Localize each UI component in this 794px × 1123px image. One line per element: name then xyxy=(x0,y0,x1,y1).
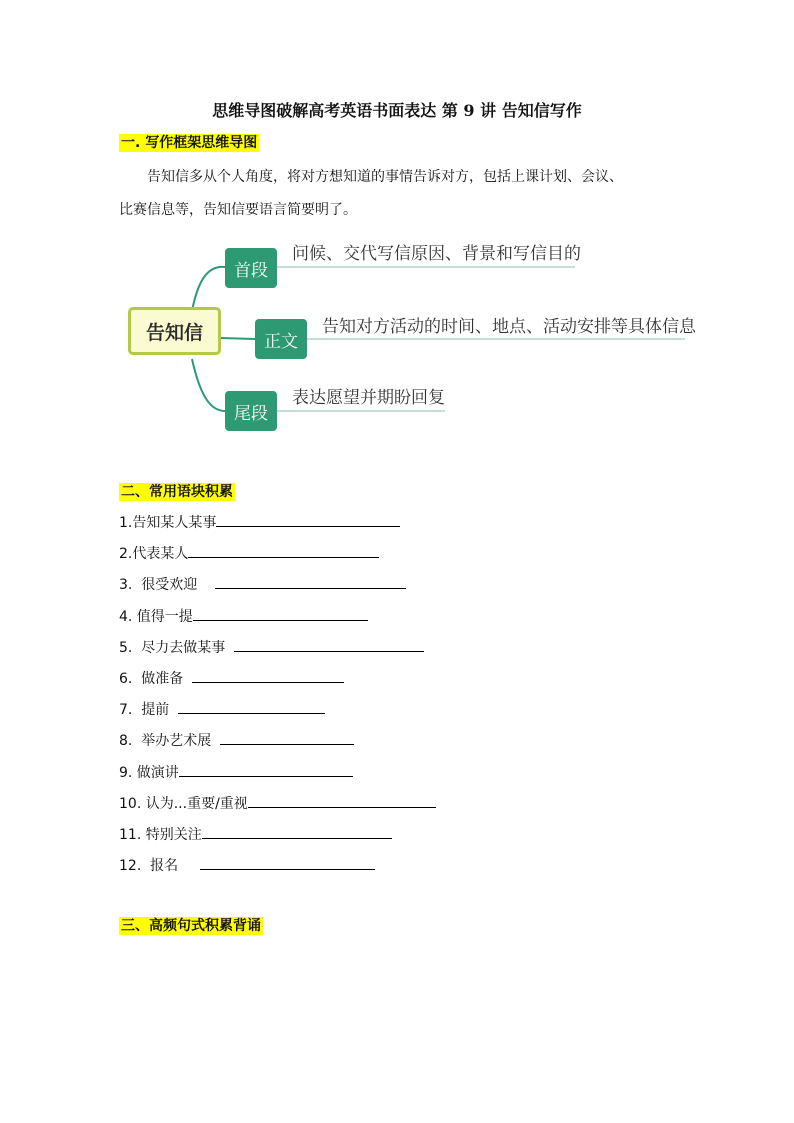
list-item xyxy=(119,668,436,699)
mind-map-center-node: 告知信 xyxy=(128,307,221,355)
phrase-label: 12. 报名 xyxy=(119,858,201,875)
intro-line-2: 比赛信息等，告知信要语言简要明了。 xyxy=(119,202,357,218)
branch-node-ending: 尾段 xyxy=(225,391,277,431)
list-item xyxy=(119,606,436,637)
section3-heading: 三、高频句式积累背诵 xyxy=(121,918,261,934)
document-title: 思维导图破解高考英语书面表达 第 9 讲 告知信写作 xyxy=(212,101,582,120)
answer-blank[interactable] xyxy=(248,793,436,808)
phrase-label: 4. 值得一提 xyxy=(119,608,193,625)
list-item xyxy=(119,512,436,543)
phrase-label: 2.代表某人 xyxy=(119,546,189,563)
branch-text-body: 告知对方活动的时间、地点、活动安排等具体信息 xyxy=(322,317,696,337)
answer-blank[interactable] xyxy=(220,730,354,745)
answer-blank[interactable] xyxy=(192,668,344,683)
intro-line-1: 告知信多从个人角度，将对方想知道的事情告诉对方，包括上课计划、会议、 xyxy=(147,169,623,185)
phrase-label: 11. 特别关注 xyxy=(119,826,202,843)
list-item xyxy=(119,824,436,855)
answer-blank[interactable] xyxy=(178,699,325,714)
phrase-label: 7. 提前 xyxy=(119,702,179,719)
list-item xyxy=(119,855,436,886)
phrase-label: 10. 认为...重要/重视 xyxy=(119,795,248,812)
phrase-label: 5. 尽力去做某事 xyxy=(119,639,235,656)
list-item xyxy=(119,730,436,761)
list-item xyxy=(119,793,436,824)
answer-blank[interactable] xyxy=(202,824,392,839)
branch-text-intro: 问候、交代写信原因、背景和写信目的 xyxy=(292,244,581,264)
list-item xyxy=(119,699,436,730)
answer-blank[interactable] xyxy=(215,574,406,589)
phrase-list xyxy=(119,512,436,886)
phrase-label: 9. 做演讲 xyxy=(119,764,179,781)
list-item xyxy=(119,762,436,793)
mind-map xyxy=(120,235,720,445)
phrase-label: 8. 举办艺术展 xyxy=(119,733,221,750)
answer-blank[interactable] xyxy=(188,543,379,558)
answer-blank[interactable] xyxy=(234,637,424,652)
branch-text-ending: 表达愿望并期盼回复 xyxy=(292,388,445,408)
answer-blank[interactable] xyxy=(200,855,375,870)
intro-paragraph xyxy=(119,161,679,227)
section2-heading: 二、常用语块积累 xyxy=(121,484,233,500)
answer-blank[interactable] xyxy=(193,606,368,621)
phrase-label: 6. 做准备 xyxy=(119,670,193,687)
branch-node-intro: 首段 xyxy=(225,248,277,288)
branch-node-body: 正文 xyxy=(255,319,307,359)
list-item xyxy=(119,574,436,605)
list-item xyxy=(119,543,436,574)
answer-blank[interactable] xyxy=(179,762,353,777)
answer-blank[interactable] xyxy=(216,512,400,527)
section1-heading: 一. 写作框架思维导图 xyxy=(121,135,258,151)
list-item xyxy=(119,637,436,668)
phrase-label: 3. 很受欢迎 xyxy=(119,577,216,594)
phrase-label: 1.告知某人某事 xyxy=(119,515,217,531)
